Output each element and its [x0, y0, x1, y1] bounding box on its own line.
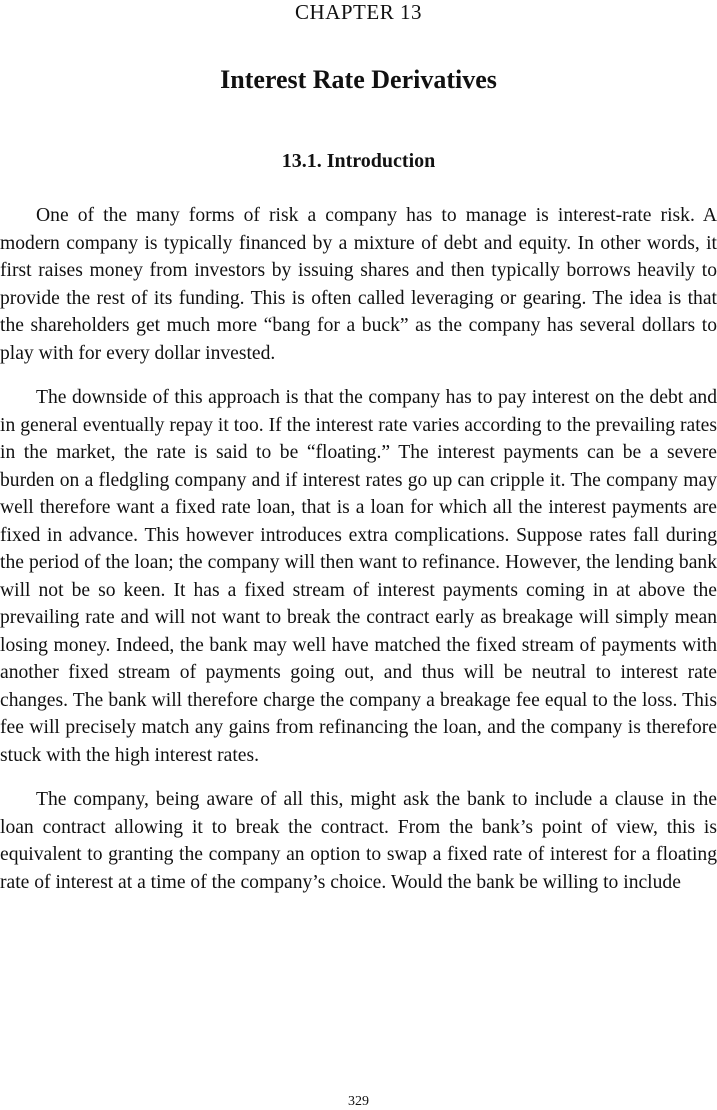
chapter-title: Interest Rate Derivatives	[220, 65, 497, 94]
paragraph-1: One of the many forms of risk a company has to manage is interest-rate risk. A modern company is typically financed by a mixture of debt and equity. In other words, it first raises money from investors by issuing shares and then typically borrows heavily to provide the rest of its funding. This is often called leveraging or gearing. The idea is that the shareholders get much more “bang for a buck” as the company has several dollars to play with for every dollar invested.	[0, 205, 717, 364]
paragraph-3: The company, being aware of all this, might ask the bank to include a clause in the loan contract allowing it to break the contract. From the bank’s point of view, this is equivalent to granting the company an option to swap a fixed rate of interest for a floating rate of interest at a time of the company’s choice. Would the bank be willing to include	[0, 789, 717, 893]
section-heading: 13.1. Introduction	[281, 150, 436, 172]
chapter-label: CHAPTER 13	[295, 0, 422, 24]
paragraph-2: The downside of this approach is that the company has to pay interest on the debt and in general eventually repay it too. If the interest rate varies according to the prevailing rates in the market, the rate is said to be “floating.” The interest payments can be a severe burden on a fledgling company and if interest rates go up can cripple it. The company may well therefore want a fixed rate loan, that is a loan for which all the interest payments are fixed in advance. This however introduces extra complications. Suppose rates fall during the period of the loan; the company will then want to refinance. However, the lending bank will not be so keen. It has a fixed stream of interest payments coming in at above the prevailing rate and will not want to break the contract early as breakage will simply mean losing money. Indeed, the bank may well have matched the fixed stream of payments with another fixed stream of payments going out, and thus will be neutral to interest rate changes. The bank will therefore charge the company a breakage fee equal to the loss. This fee will precisely match any gains from refinancing the loan, and the company is therefore stuck with the high interest rates.	[0, 387, 717, 766]
page-number: 329	[348, 1094, 369, 1109]
body-text	[0, 202, 717, 896]
